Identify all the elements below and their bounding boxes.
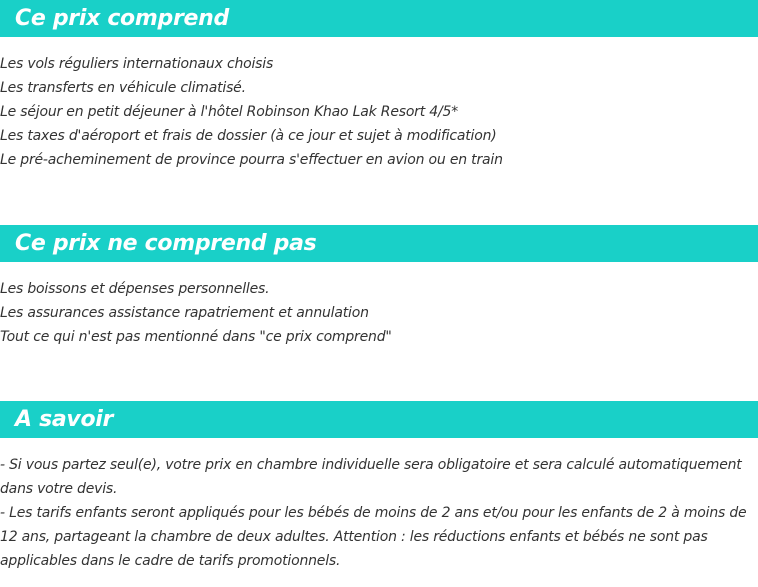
list-item: Les boissons et dépenses personnelles. [0, 281, 270, 297]
section-title-to-know: A savoir [15, 407, 114, 432]
list-item: Le pré-acheminement de province pourra s'effectuer en avion ou en train [0, 152, 503, 168]
list-item: Tout ce qui n'est pas mentionné dans "ce prix comprend" [0, 329, 392, 345]
paragraph: - Si vous partez seul(e), votre prix en chambre individuelle sera obligatoire et sera calculé automatiquement dans votre devis. [0, 457, 742, 497]
list-item: Les assurances assistance rapatriement et annulation [0, 305, 369, 321]
section-to-know [0, 401, 758, 573]
section-header-to-know [0, 401, 758, 438]
section-body-not-included [0, 277, 758, 349]
section-header-not-included [0, 225, 758, 262]
section-included [0, 0, 758, 172]
list-item: Les transferts en véhicule climatisé. [0, 80, 246, 96]
section-body-to-know [0, 453, 758, 573]
list-item: Les vols réguliers internationaux choisis [0, 56, 274, 72]
section-title-included: Ce prix comprend [15, 6, 229, 31]
section-title-not-included: Ce prix ne comprend pas [15, 231, 317, 256]
section-not-included [0, 225, 758, 349]
list-item: Le séjour en petit déjeuner à l'hôtel Robinson Khao Lak Resort 4/5* [0, 104, 459, 120]
section-header-included [0, 0, 758, 37]
section-body-included [0, 52, 758, 172]
list-item: Les taxes d'aéroport et frais de dossier (à ce jour et sujet à modification) [0, 128, 497, 144]
paragraph: - Les tarifs enfants seront appliqués pour les bébés de moins de 2 ans et/ou pour les enfants de 2 à moins de 12 ans, partageant la chambre de deux adultes. Attention : les réductions enfants et bébés ne sont pas applicables dans le cadre de tarifs promotionnels. [0, 505, 747, 569]
